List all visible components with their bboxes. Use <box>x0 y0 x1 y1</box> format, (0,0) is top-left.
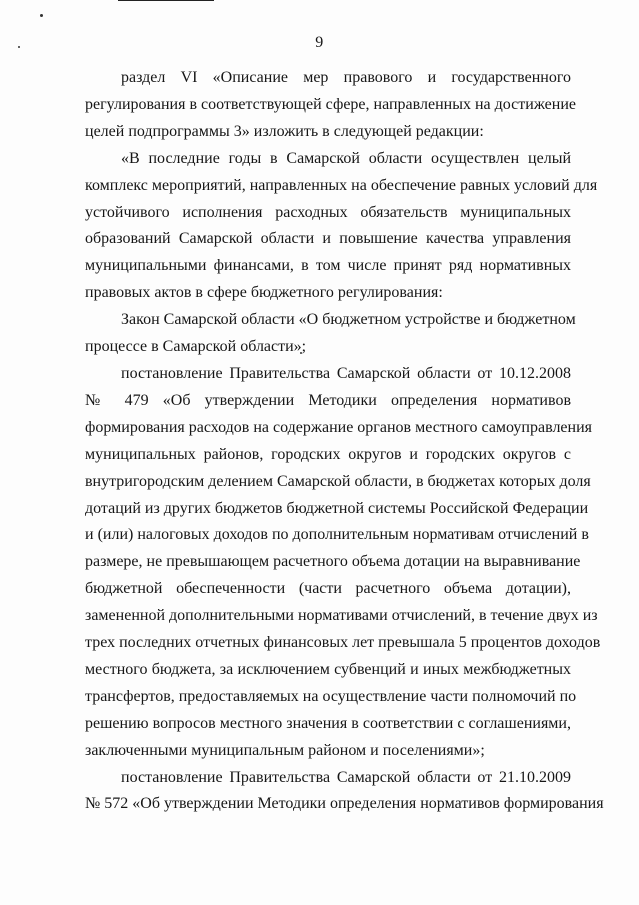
paragraph <box>85 307 576 361</box>
text-line: замененной дополнительными нормативами отчислений, в течение двух из <box>85 607 598 625</box>
paragraph <box>85 361 601 765</box>
text-line: муниципальными финансами, в том числе принят ряд нормативных <box>85 257 571 275</box>
text-line: трех последних отчетных финансовых лет превышала 5 процентов доходов <box>85 634 601 652</box>
text-line: целей подпрограммы 3» изложить в следующей редакции: <box>85 122 484 140</box>
paragraph <box>85 146 598 307</box>
text-line: процессе в Самарской области»; <box>85 338 307 356</box>
document-body <box>85 65 604 818</box>
text-line: постановление Правительства Самарской области от 10.12.2008 <box>121 364 571 382</box>
text-line: раздел VI «Описание мер правового и государственного <box>121 69 571 86</box>
text-line: образований Самарской области и повышение качества управления <box>85 230 571 248</box>
paragraph <box>85 65 576 146</box>
text-line: формирования расходов на содержание органов местного самоуправления <box>85 418 593 436</box>
text-line: постановление Правительства Самарской области от 21.10.2009 <box>121 768 571 786</box>
text-line: дотаций из других бюджетов бюджетной системы Российской Федерации <box>85 499 589 517</box>
text-line: внутригородским делением Самарской области, в бюджетах которых доля <box>85 472 591 490</box>
scan-top-line <box>118 0 214 1</box>
paragraph <box>85 765 604 819</box>
text-line: размере, не превышающем расчетного объема дотации на выравнивание <box>85 553 581 571</box>
text-line: правовых актов в сфере бюджетного регулирования: <box>85 284 443 302</box>
text-line: заключенными муниципальным районом и поселениями»; <box>85 741 485 759</box>
text-line: № 479 «Об утверждении Методики определения нормативов <box>85 391 571 409</box>
text-line: местного бюджета, за исключением субвенций и иных межбюджетных <box>85 660 571 678</box>
text-line: № 572 «Об утверждении Методики определения нормативов формирования <box>85 795 604 813</box>
text-line: трансфертов, предоставляемых на осуществление части полномочий по <box>85 687 577 705</box>
text-line: устойчивого исполнения расходных обязательств муниципальных <box>85 203 571 221</box>
text-line: муниципальных районов, городских округов и городских округов с <box>85 445 571 463</box>
text-line: Закон Самарской области «О бюджетном устройстве и бюджетном <box>121 311 576 329</box>
text-line: решению вопросов местного значения в соответствии с соглашениями, <box>85 714 571 732</box>
text-line: бюджетной обеспеченности (части расчетного объема дотации), <box>85 580 571 598</box>
text-line: регулирования в соответствующей сфере, направленных на достижение <box>85 95 576 113</box>
text-line: комплекс мероприятий, направленных на обеспечение равных условий для <box>85 176 598 194</box>
page-number: 9 <box>315 34 324 51</box>
text-line: и (или) налоговых доходов по дополнительным нормативам отчислений в <box>85 526 589 544</box>
scan-speck <box>40 14 43 17</box>
text-line: «В последние годы в Самарской области осуществлен целый <box>121 149 571 167</box>
